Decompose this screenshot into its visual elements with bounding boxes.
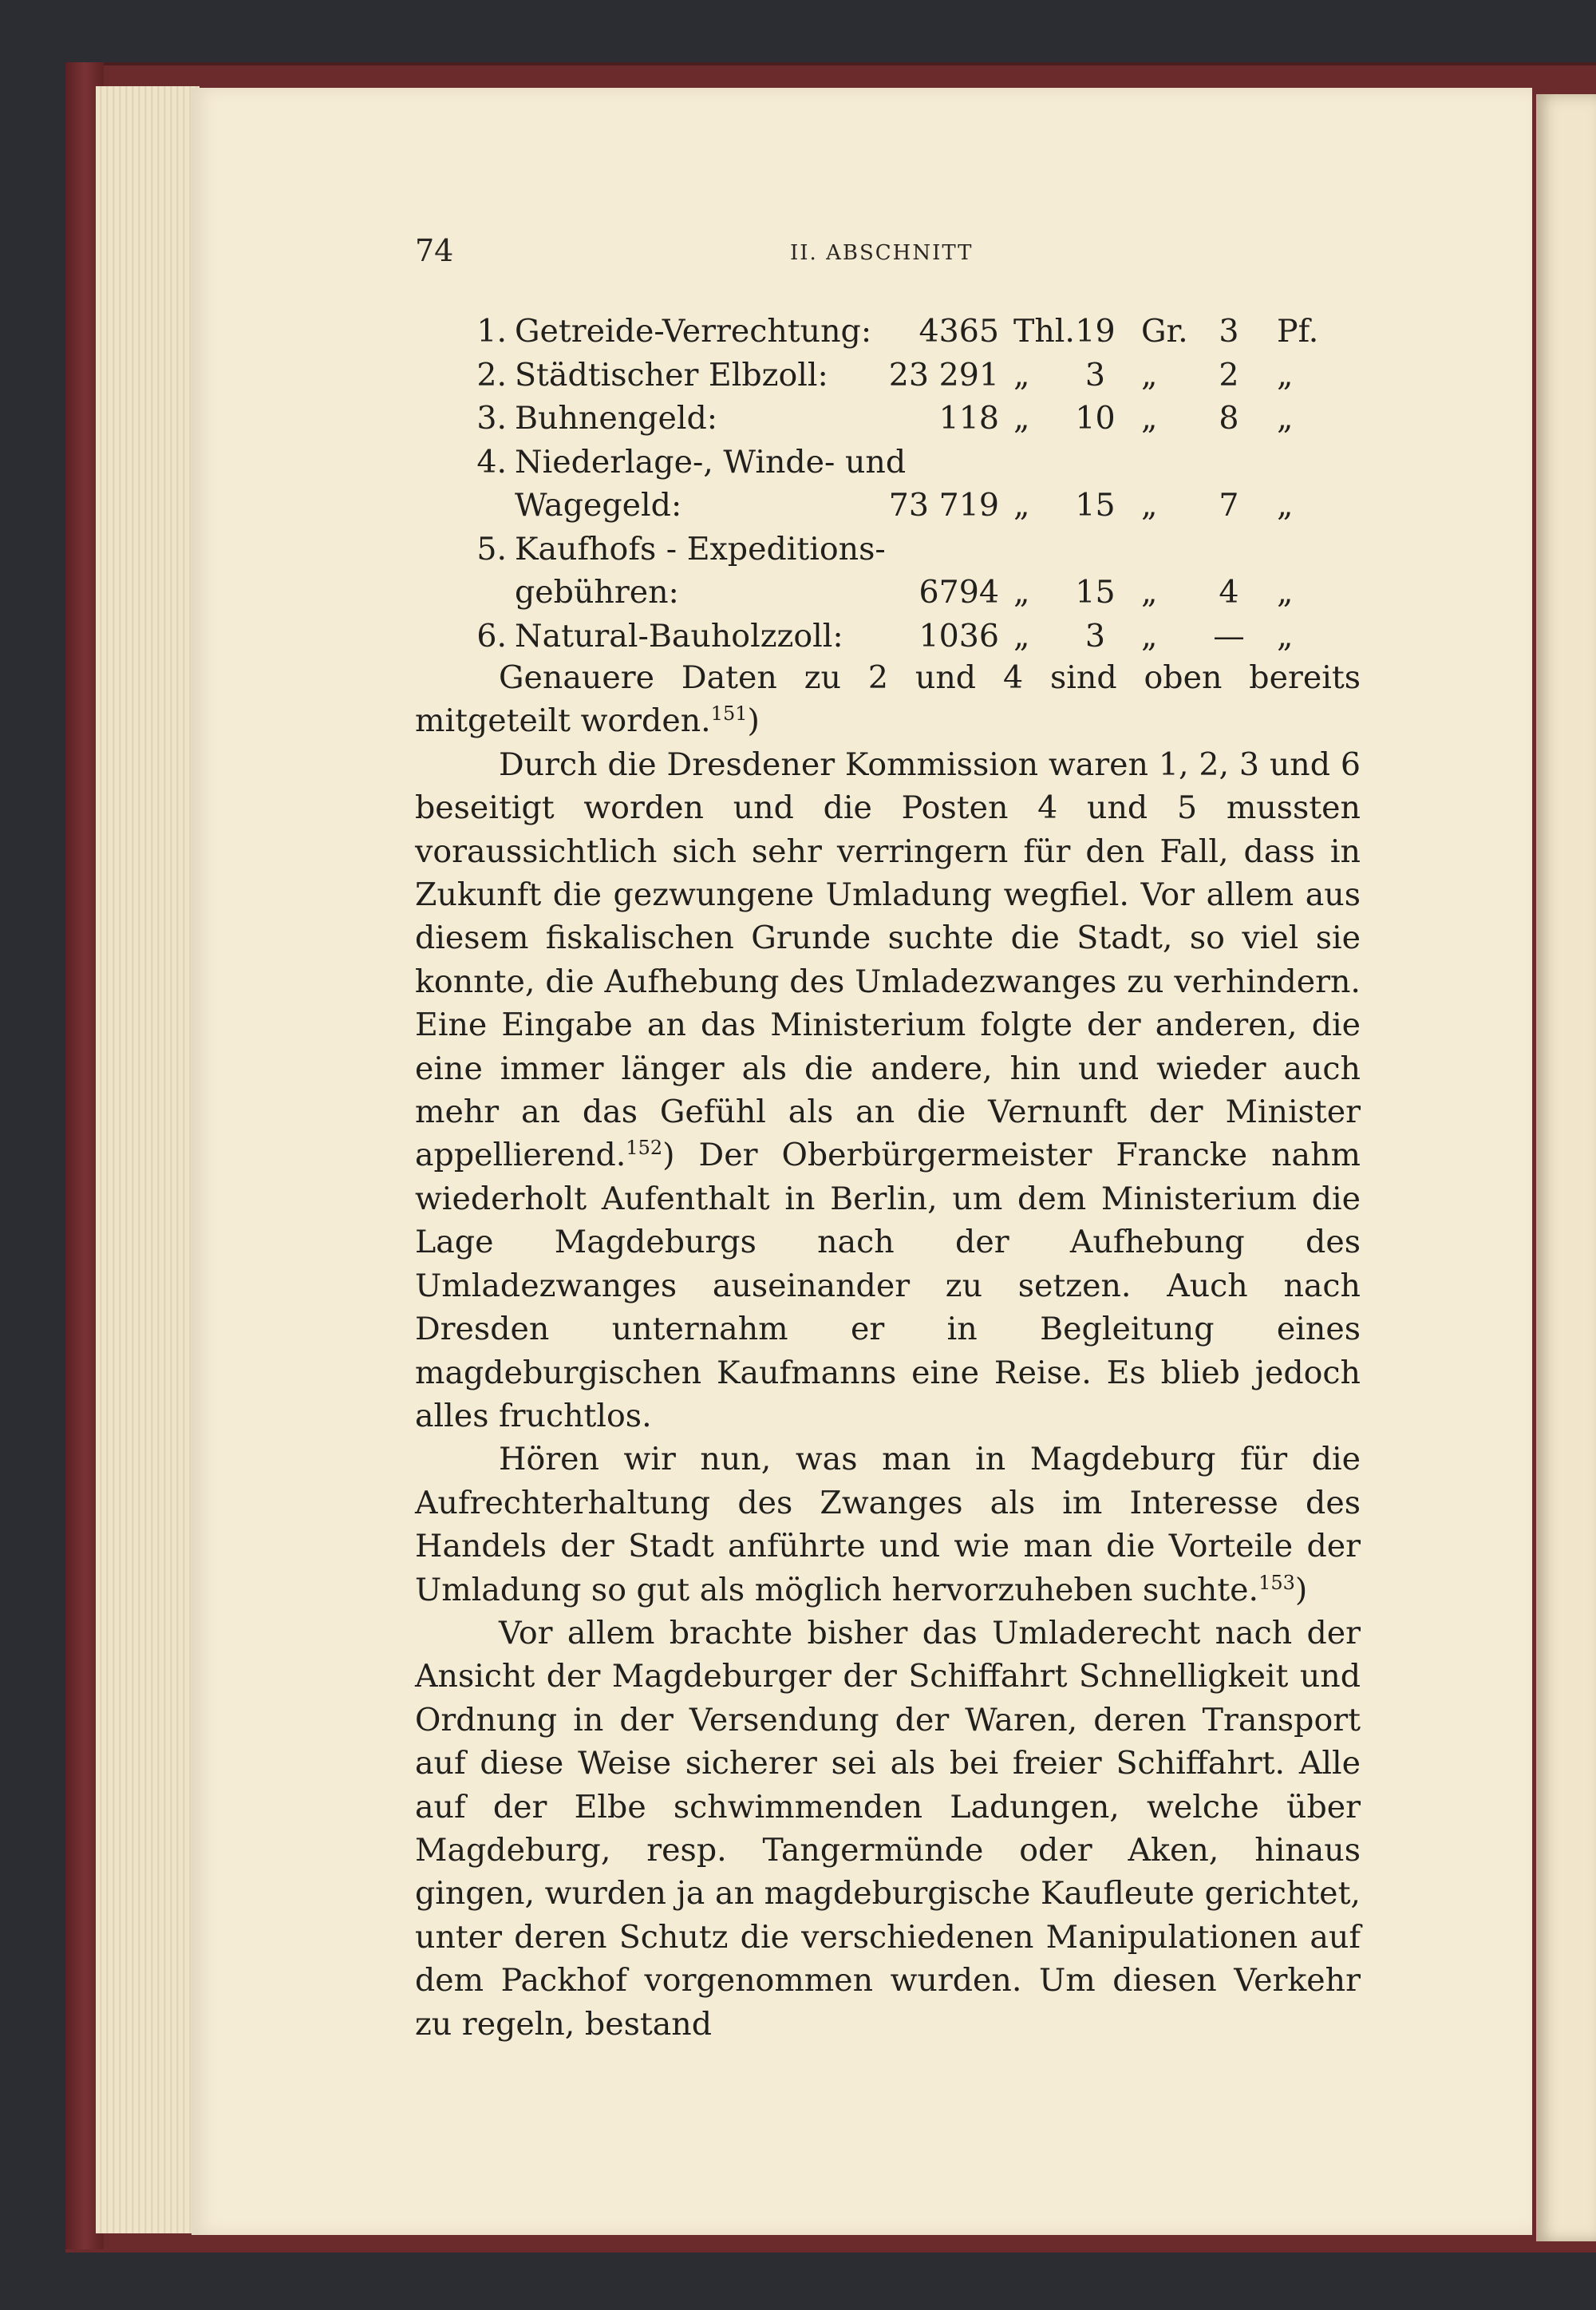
paragraph: Hören wir nun, was man in Magdeburg für die Aufrechterhaltung des Zwanges als im Interesse des Handels der Stadt anführte und wie man die Vorteile der Umladung so gut als möglich hervorzuheben suchte.$^{153}$) [415,1441,1361,1608]
paragraph: Durch die Dresdener Kommission waren 1, 2, 3 und 6 beseitigt worden und die Posten 4 und 5 mussten voraussichtlich sich sehr verringern für den Fall, dass in Zukunft die gezwungene Umladung wegfiel. Vor allem aus diesem fiskalischen Grunde suchte die Stadt, so viel sie konnte, die Aufhebung des Umladezwanges zu verhindern. Eine Eingabe an das Ministerium folgte der anderen, die eine immer länger als die andere, hin und wieder auch mehr an das Gefühl als an die Vernunft der Minister appellierend.$^{152}$) Der Oberbürgermeister Francke nahm wiederholt Aufenthalt in Berlin, um dem Ministerium die Lage Magdeburgs nach der Aufhebung des Umladezwanges auseinander zu setzen. Auch nach Dresden unternahm er in Begleitung eines magdeburgischen Kaufmanns eine Reise. Es blieb jedoch alles fruchtlos. [415,746,1361,1434]
facing-page-edge [1536,94,1596,2241]
list-item: 1. Getreide-Verrechtung: 4365 Thl. 19 Gr. 3 Pf. [476,313,1319,350]
list-item: 3. Buhnengeld: 118 „ 10 „ 8 „ [476,400,1294,437]
footnote-ref: 152 [626,1137,663,1160]
page-edges [96,86,200,2233]
page-header [415,231,1369,279]
list-item: 2. Städtischer Elbzoll: 23 291 „ 3 „ 2 „ [476,356,1294,394]
list-item: 5. Kaufhofs - Expeditions- [476,530,886,568]
footnote-ref: 153 [1258,1571,1295,1594]
running-head: II. ABSCHNITT [790,241,974,265]
list-item: 4. Niederlage-, Winde- und [476,443,907,481]
paragraph: Genauere Daten zu 2 und 4 sind oben bereits mitgeteilt worden.$^{151}$) [415,659,1361,740]
list-item: gebühren: 6794 „ 15 „ 4 „ [515,574,1294,611]
revenue-list [415,310,1373,658]
list-item: Wagegeld: 73 719 „ 15 „ 7 „ [515,487,1294,524]
paragraph: Vor allem brachte bisher das Umladerecht nach der Ansicht der Magdeburger der Schiffahrt Schnelligkeit und Ordnung in der Versendung der Waren, deren Transport auf diese Weise sicherer sei als bei freier Schiffahrt. Alle auf der Elbe schwimmenden Ladungen, welche über Magdeburg, resp. Tangermünde oder Aken, hinaus gingen, wurden ja an magdeburgische Kaufleute gerichtet, unter deren Schutz die verschiedenen Manipulationen auf dem Packhof vorgenommen wurden. Um diesen Verkehr zu regeln, bestand [415,1614,1361,2043]
page-number: 74 [415,233,454,268]
list-item: 6. Natural-Bauholzzoll: 1036 „ 3 „ — „ [476,617,1294,655]
body-text [415,656,1361,2046]
footnote-ref: 151 [710,702,748,726]
